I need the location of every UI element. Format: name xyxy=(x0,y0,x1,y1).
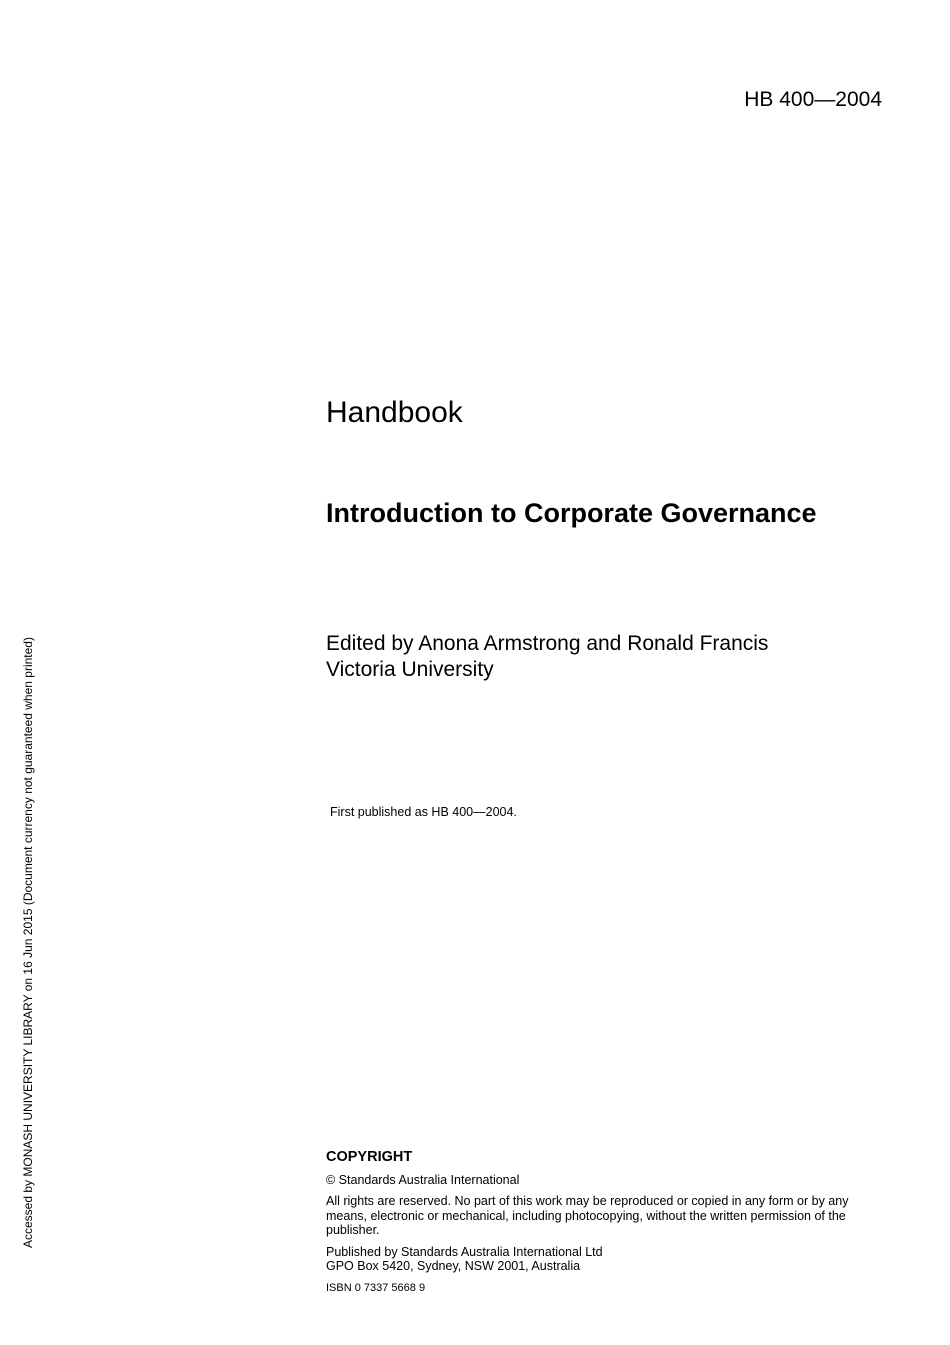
first-published-note: First published as HB 400—2004. xyxy=(330,805,517,819)
isbn: ISBN 0 7337 5668 9 xyxy=(326,1281,426,1294)
copyright-heading: COPYRIGHT xyxy=(326,1149,413,1165)
editors-affiliation: Victoria University xyxy=(326,658,494,681)
publisher-po-box: GPO Box 5420, Sydney, NSW 2001, Australia xyxy=(326,1259,581,1273)
copyright-rights: All rights are reserved. No part of this work may be reproduced or copied in any form or by any means, electronic or mechanical, including photocopying, without the written permission of the publisher. xyxy=(326,1194,849,1237)
handbook-label: Handbook xyxy=(326,396,463,429)
editors-names: Edited by Anona Armstrong and Ronald Francis xyxy=(326,632,769,655)
copyright-block xyxy=(326,1150,886,1295)
editors-block xyxy=(326,631,768,683)
document-title: Introduction to Corporate Governance xyxy=(326,498,817,528)
document-number: HB 400—2004 xyxy=(744,88,882,111)
access-watermark: Accessed by MONASH UNIVERSITY LIBRARY on 16 Jun 2015 (Document currency not guaranteed when printed) xyxy=(21,637,35,1248)
publisher-address xyxy=(326,1245,886,1274)
copyright-holder: © Standards Australia International xyxy=(326,1172,520,1187)
publisher-name: Published by Standards Australia International Ltd xyxy=(326,1244,603,1259)
